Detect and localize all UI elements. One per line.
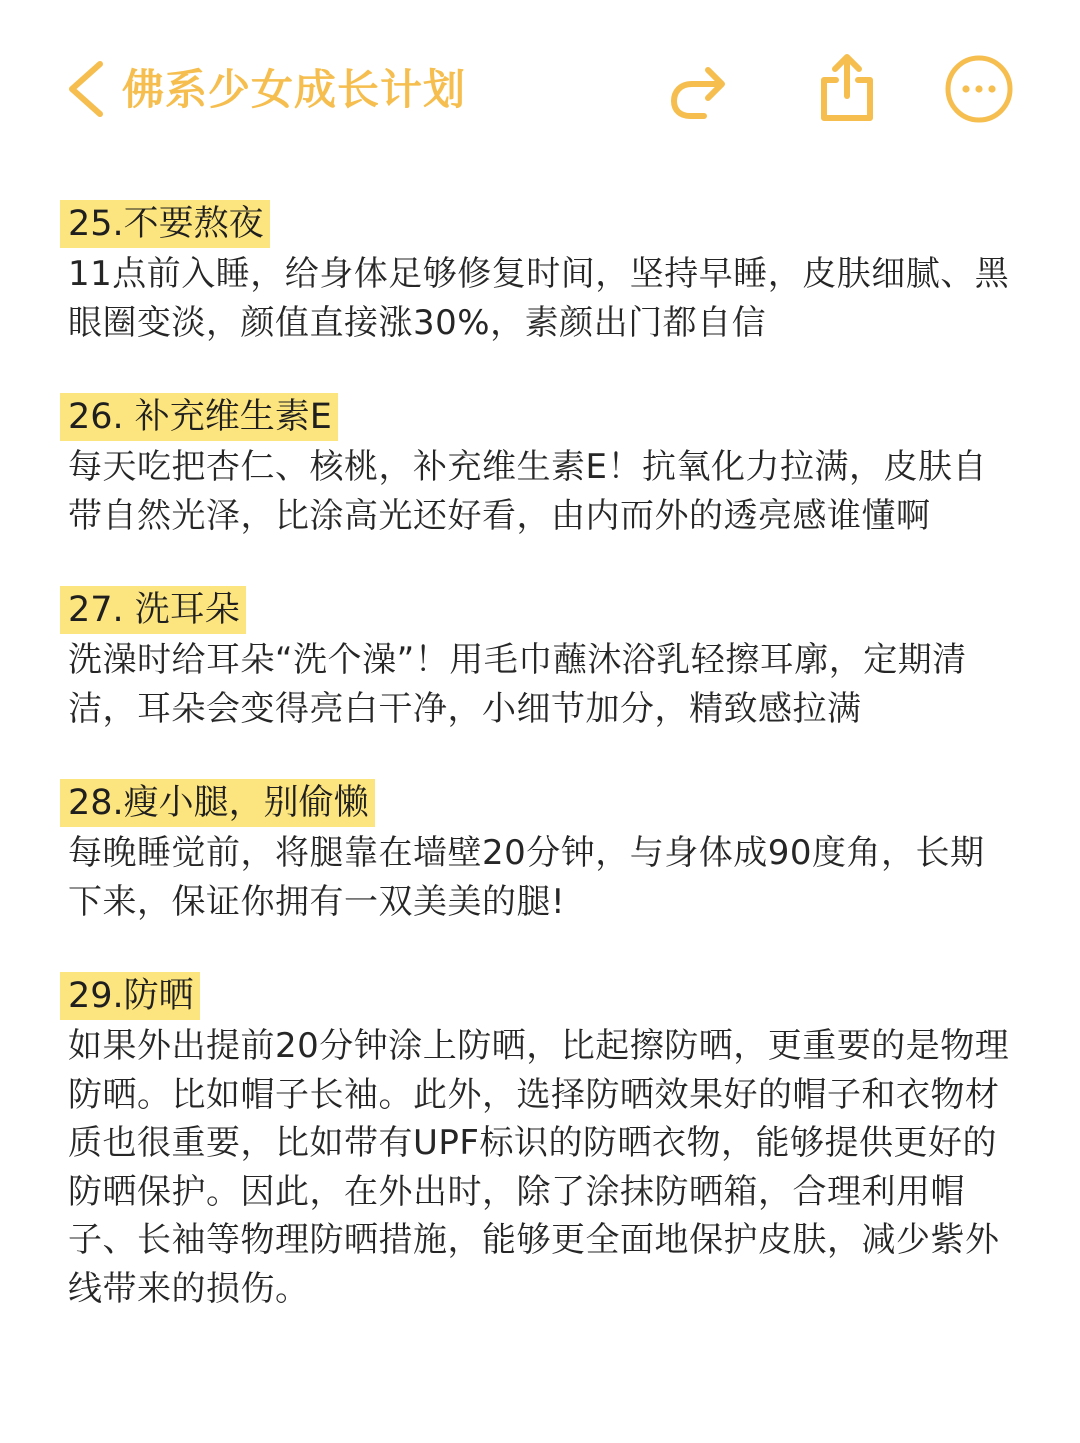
top-bar bbox=[0, 0, 1080, 180]
section-heading: 26. 补充维生素E bbox=[60, 393, 338, 441]
share-upload-icon[interactable] bbox=[818, 52, 876, 122]
note-content bbox=[68, 200, 1018, 1313]
page-title: 佛系少女成长计划 bbox=[122, 65, 467, 114]
forward-arrow-icon[interactable] bbox=[670, 62, 732, 120]
note-section bbox=[68, 200, 1018, 347]
section-heading: 29.防晒 bbox=[60, 972, 200, 1020]
section-body: 洗澡时给耳朵“洗个澡”！用毛巾蘸沐浴乳轻擦耳廓，定期清洁，耳朵会变得亮白干净，小细节加分，精致感拉满 bbox=[68, 640, 967, 729]
note-section bbox=[68, 972, 1018, 1313]
section-heading: 27. 洗耳朵 bbox=[60, 586, 246, 634]
section-body: 如果外出提前20分钟涂上防晒，比起擦防晒，更重要的是物理防晒。比如帽子长袖。此外，选择防晒效果好的帽子和衣物材质也很重要，比如带有UPF标识的防晒衣物，能够提供更好的防晒保护。因此，在外出时，除了涂抹防晒箱，合理利用帽子、长袖等物理防晒措施，能够更全面地保护皮肤，减少紫外线带来的损伤。 bbox=[68, 1026, 1010, 1309]
section-body: 11点前入睡，给身体足够修复时间，坚持早睡，皮肤细腻、黑眼圈变淡，颜值直接涨30%，素颜出门都自信 bbox=[68, 254, 1010, 343]
section-body: 每天吃把杏仁、核桃，补充维生素E！抗氧化力拉满，皮肤自带自然光泽，比涂高光还好看，由内而外的透亮感谁懂啊 bbox=[68, 447, 987, 536]
section-heading: 28.瘦小腿，别偷懒 bbox=[60, 779, 375, 827]
note-section bbox=[68, 393, 1018, 540]
more-dots-icon[interactable] bbox=[944, 54, 1014, 124]
note-section bbox=[68, 779, 1018, 926]
section-body: 每晚睡觉前，将腿靠在墙壁20分钟，与身体成90度角，长期下来，保证你拥有一双美美的腿! bbox=[68, 833, 985, 922]
note-section bbox=[68, 586, 1018, 733]
section-heading: 25.不要熬夜 bbox=[60, 200, 270, 248]
chevron-left-icon[interactable] bbox=[62, 58, 110, 120]
